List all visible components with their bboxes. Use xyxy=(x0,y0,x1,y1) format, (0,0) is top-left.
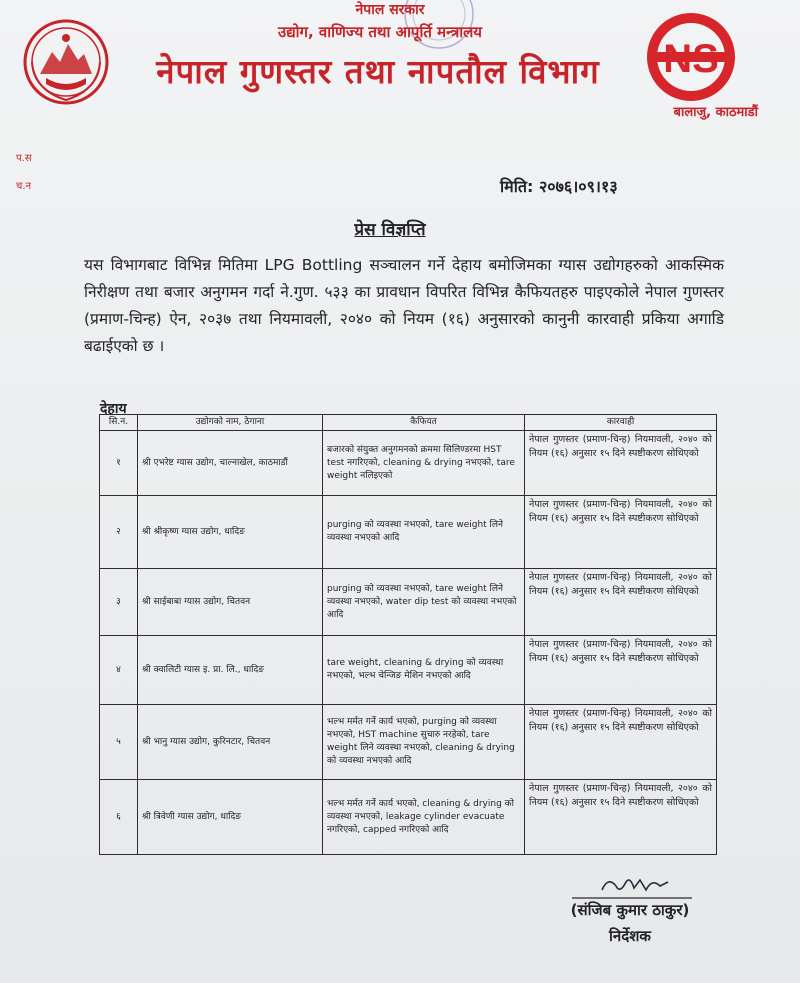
dispatch-label: च.न xyxy=(16,181,32,192)
location-label: बालाजु, काठमाडौं xyxy=(673,105,758,120)
body-paragraph: यस विभागबाट विभिन्न मितिमा LPG Bottling सञ्चालन गर्ने देहाय बमोजिमका ग्यास उद्योगहरुको आकस्मिक निरीक्षण तथा बजार अनुगमन गर्दा ने.गुण. ५३३ का प्रावधान विपरित विभिन्न कैफियतहरु पाइएकोले नेपाल गुणस्तर (प्रमाण-चिन्ह) ऐन, २०३७ तथा नियमावली, २०४० को नियम (१६) अनुसारको कानुनी कारवाही प्रकिया अगाडि बढाईएको छ । xyxy=(84,256,724,355)
table-row xyxy=(100,705,717,780)
table-row xyxy=(100,780,717,855)
document-date: मिति: २०७६।०९।१३ xyxy=(500,177,618,196)
row-sn: ४ xyxy=(100,636,138,705)
row-remarks: भल्भ मर्मत गर्ने कार्य भएको, purging को व्यवस्था नभएको, HST machine सुचारु नरहेको, tare weight लिने व्यवस्था नभएको, cleaning & drying को व्यवस्था नभएको आदि xyxy=(323,705,525,780)
table-row xyxy=(100,569,717,636)
row-industry: श्री क्वालिटी ग्यास इ. प्रा. लि., धादिङ xyxy=(138,636,323,705)
header-action: कारवाही xyxy=(525,415,717,431)
row-sn: २ xyxy=(100,496,138,569)
table-caption: देहाय xyxy=(100,401,127,417)
department-name: नेपाल गुणस्तर तथा नापतौल विभाग xyxy=(156,52,600,91)
signatory-name: (संजिब कुमार ठाकुर) xyxy=(570,901,690,919)
row-remarks: भल्भ मर्मत गर्ने कार्य भएको, cleaning & drying को व्यवस्था नभएको, leakage cylinder evacuate नगरिएको, capped नगरिएको आदि xyxy=(323,780,525,855)
row-action: नेपाल गुणस्तर (प्रमाण-चिन्ह) नियमावली, २०४० को नियम (१६) अनुसार १५ दिने स्पष्टीकरण सोधिएको xyxy=(525,636,717,705)
row-action: नेपाल गुणस्तर (प्रमाण-चिन्ह) नियमावली, २०४० को नियम (१६) अनुसार १५ दिने स्पष्टीकरण सोधिएको xyxy=(525,780,717,855)
header-sn: सि.न. xyxy=(100,415,138,431)
row-sn: ६ xyxy=(100,780,138,855)
row-action: नेपाल गुणस्तर (प्रमाण-चिन्ह) नियमावली, २०४० को नियम (१६) अनुसार १५ दिने स्पष्टीकरण सोधिएको xyxy=(525,705,717,780)
table-header-row xyxy=(100,415,717,431)
row-action: नेपाल गुणस्तर (प्रमाण-चिन्ह) नियमावली, २०४० को नियम (१६) अनुसार १५ दिने स्पष्टीकरण सोधिएको xyxy=(525,569,717,636)
row-sn: ३ xyxy=(100,569,138,636)
row-remarks: tare weight, cleaning & drying को व्यवस्था नभएको, भल्भ चेन्जिङ मेशिन नभएको आदि xyxy=(323,636,525,705)
ministry-name: उद्योग, वाणिज्य तथा आपूर्ति मन्त्रालय xyxy=(277,23,482,41)
nepal-emblem-icon xyxy=(22,18,110,106)
row-remarks: बजारको संयुक्त अनुगमनको क्रममा सिलिण्डरमा HST test नगरिएको, cleaning & drying नभएको, tare weight नलिइएको xyxy=(323,431,525,496)
row-industry: श्री त्रिवेणी ग्यास उद्योग, धादिङ xyxy=(138,780,323,855)
row-sn: १ xyxy=(100,431,138,496)
row-action: नेपाल गुणस्तर (प्रमाण-चिन्ह) नियमावली, २०४० को नियम (१६) अनुसार १५ दिने स्पष्टीकरण सोधिएको xyxy=(525,431,717,496)
table-row xyxy=(100,431,717,496)
row-remarks: purging को व्यवस्था नभएको, tare weight लिने व्यवस्था नभएको, water dip test को व्यवस्था नभएको आदि xyxy=(323,569,525,636)
table-row xyxy=(100,496,717,569)
press-release-title: प्रेस विज्ञप्ति xyxy=(354,220,426,240)
row-industry: श्री श्रीकृष्ण ग्यास उद्योग, धादिङ xyxy=(138,496,323,569)
signatory-designation: निर्देशक xyxy=(609,927,651,945)
row-industry: श्री साईबाबा ग्यास उद्योग, चितवन xyxy=(138,569,323,636)
ns-mark-logo xyxy=(644,10,738,104)
row-action: नेपाल गुणस्तर (प्रमाण-चिन्ह) नियमावली, २०४० को नियम (१६) अनुसार १५ दिने स्पष्टीकरण सोधिएको xyxy=(525,496,717,569)
government-label: नेपाल सरकार xyxy=(355,2,425,18)
header-industry: उद्योगको नाम, ठेगाना xyxy=(138,415,323,431)
table-row xyxy=(100,636,717,705)
row-industry: श्री एभरेष्ट ग्यास उद्योग, चाल्नाखेल, काठमाडौं xyxy=(138,431,323,496)
row-sn: ५ xyxy=(100,705,138,780)
header-remarks: कैफियत xyxy=(323,415,525,431)
reference-label: प.स xyxy=(16,153,32,164)
row-remarks: purging को व्यवस्था नभएको, tare weight लिने व्यवस्था नभएको आदि xyxy=(323,496,525,569)
inspection-table xyxy=(99,414,717,855)
handwritten-signature xyxy=(560,872,700,902)
row-industry: श्री भानु ग्यास उद्योग, कुरिनटार, चितवन xyxy=(138,705,323,780)
ns-logo-letters: NS xyxy=(663,37,719,81)
